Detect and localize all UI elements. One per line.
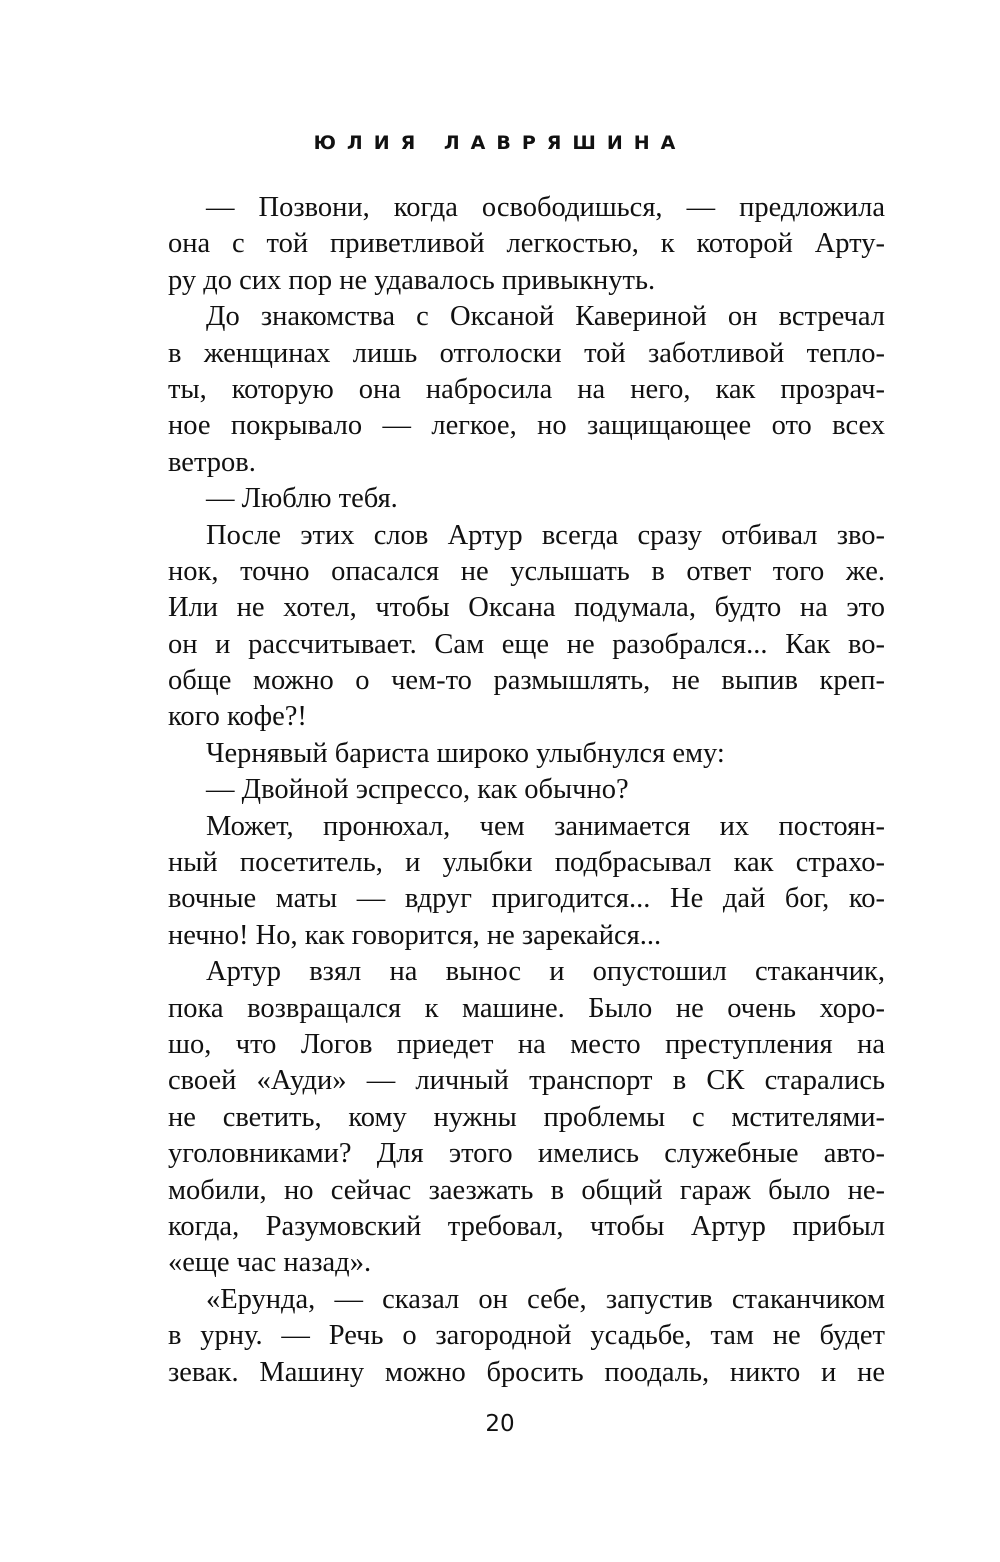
text-line: Или не хотел, чтобы Оксана подумала, будто на это — [168, 592, 885, 624]
text-line: ный посетитель, и улыбки подбрасывал как страхо- — [168, 847, 885, 879]
text-line: — Позвони, когда освободишься, — предложила — [206, 192, 885, 223]
running-head-author: ЮЛИЯ ЛАВРЯШИНА — [313, 132, 687, 154]
text-line: она с той приветливой легкостью, к которой Арту- — [168, 228, 885, 260]
text-line: — Двойной эспрессо, как обычно? — [206, 774, 629, 806]
text-line: нечно! Но, как говорится, не зарекайся... — [168, 919, 662, 951]
text-line: зевак. Машину можно бросить поодаль, никто и не — [168, 1356, 885, 1388]
text-line: в женщинах лишь отголоски той заботливой тепло- — [168, 337, 885, 369]
text-line: нок, точно опасался не услышать в ответ того же. — [168, 555, 885, 587]
text-line: — Люблю тебя. — [206, 483, 398, 515]
text-line: ветров. — [168, 446, 256, 478]
text-line: ты, которую она набросила на него, как прозрач- — [168, 373, 885, 405]
text-line: кого кофе?! — [168, 701, 307, 733]
text-line: «Ерунда, — сказал он себе, запустив стаканчиком — [206, 1283, 885, 1315]
text-line: в урну. — Речь о загородной усадьбе, там не будет — [168, 1320, 885, 1352]
text-line: До знакомства с Оксаной Кавериной он встречал — [206, 301, 885, 333]
text-line: вочные маты — вдруг пригодится... Не дай бог, ко- — [168, 883, 885, 915]
body-text — [168, 190, 885, 1391]
text-line: Чернявый бариста широко улыбнулся ему: — [206, 737, 725, 769]
text-line: мобили, но сейчас заезжать в общий гараж было не- — [168, 1174, 885, 1206]
page-number: 20 — [485, 1411, 515, 1437]
text-line: пока возвращался к машине. Было не очень хоро- — [168, 992, 885, 1024]
text-line: «еще час назад». — [168, 1247, 372, 1279]
text-line: ное покрывало — легкое, но защищающее ото всех — [168, 410, 885, 442]
text-line: не светить, кому нужны проблемы с мстителями- — [168, 1101, 885, 1133]
text-line: Артур взял на вынос и опустошил стаканчик, — [206, 956, 885, 988]
text-line: когда, Разумовский требовал, чтобы Артур прибыл — [168, 1210, 885, 1242]
text-line: шо, что Логов приедет на место преступления на — [168, 1028, 885, 1060]
text-line: После этих слов Артур всегда сразу отбивал зво- — [206, 519, 885, 551]
text-line: он и рассчитывает. Сам еще не разобрался... Как во- — [168, 628, 885, 660]
text-line: обще можно о чем-то размышлять, не выпив креп- — [168, 665, 885, 697]
text-line: уголовниками? Для этого имелись служебные авто- — [168, 1138, 885, 1170]
text-line: ру до сих пор не удавалось привыкнуть. — [168, 264, 656, 296]
text-line: Может, пронюхал, чем занимается их постоян- — [206, 810, 885, 842]
text-line: своей «Ауди» — личный транспорт в СК старались — [168, 1065, 885, 1097]
